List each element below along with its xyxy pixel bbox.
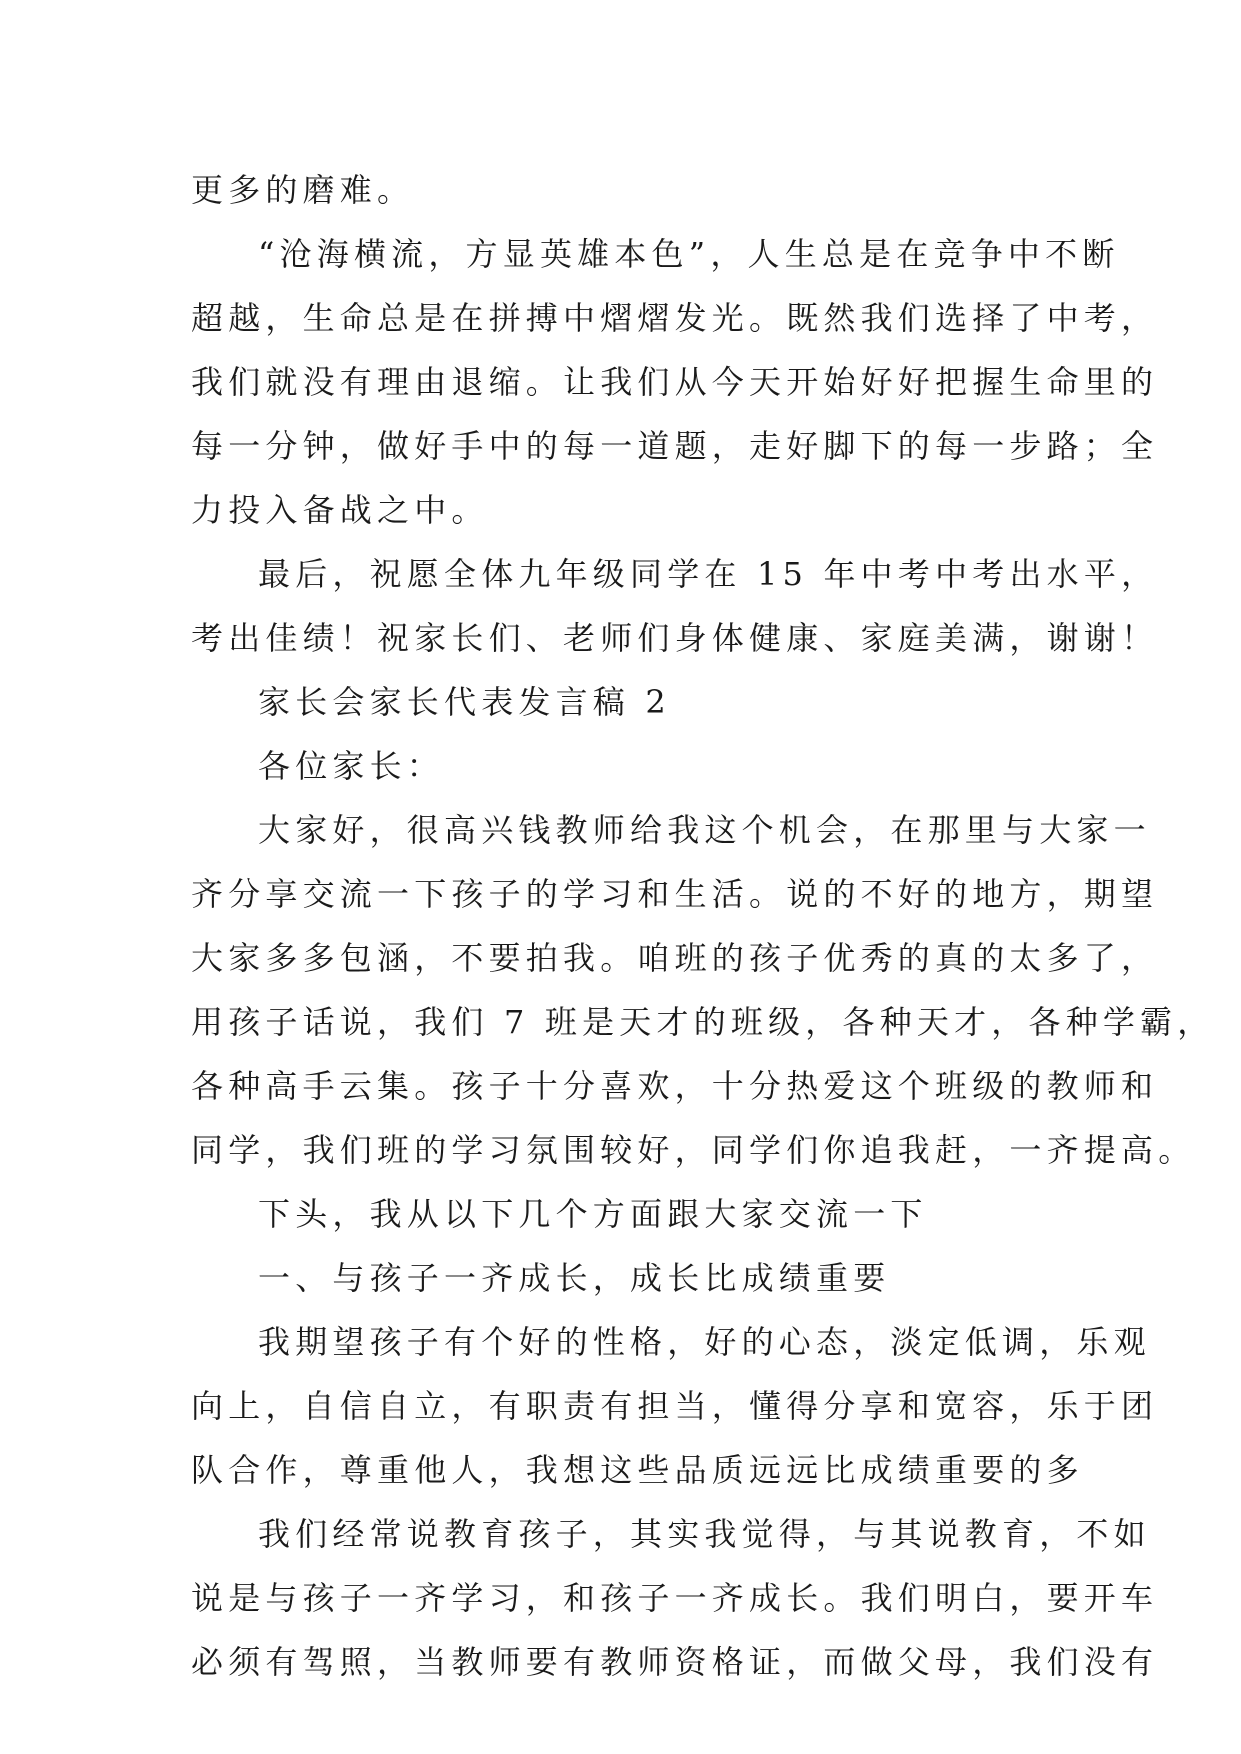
text-line: 用孩子话说，我们 7 班是天才的班级，各种天才，各种学霸， bbox=[191, 1003, 1215, 1041]
text-line: 说是与孩子一齐学习，和孩子一齐成长。我们明白，要开车 bbox=[191, 1579, 1159, 1617]
text-line: 下头，我从以下几个方面跟大家交流一下 bbox=[258, 1195, 928, 1233]
text-line: 向上，自信自立，有职责有担当，懂得分享和宽容，乐于团 bbox=[191, 1387, 1159, 1425]
text-line: 各种高手云集。孩子十分喜欢，十分热爱这个班级的教师和 bbox=[191, 1067, 1159, 1105]
section-heading: 家长会家长代表发言稿 2 bbox=[258, 683, 671, 721]
text-line: 考出佳绩！祝家长们、老师们身体健康、家庭美满，谢谢！ bbox=[191, 619, 1159, 657]
text-line: 必须有驾照，当教师要有教师资格证，而做父母，我们没有 bbox=[191, 1643, 1159, 1681]
text-line: 超越，生命总是在拼搏中熠熠发光。既然我们选择了中考， bbox=[191, 299, 1159, 337]
text-line: 我期望孩子有个好的性格，好的心态，淡定低调，乐观 bbox=[258, 1323, 1151, 1361]
text-line: 大家多多包涵，不要拍我。咱班的孩子优秀的真的太多了， bbox=[191, 939, 1159, 977]
text-line: 力投入备战之中。 bbox=[191, 491, 489, 529]
text-line: 更多的磨难。 bbox=[191, 171, 415, 209]
text-line: 我们就没有理由退缩。让我们从今天开始好好把握生命里的 bbox=[191, 363, 1159, 401]
text-line: 齐分享交流一下孩子的学习和生活。说的不好的地方，期望 bbox=[191, 875, 1159, 913]
salutation: 各位家长： bbox=[258, 747, 445, 785]
text-line: 队合作，尊重他人，我想这些品质远远比成绩重要的多 bbox=[191, 1451, 1084, 1489]
document-body bbox=[191, 158, 1215, 1694]
text-line: 每一分钟，做好手中的每一道题，走好脚下的每一步路；全 bbox=[191, 427, 1159, 465]
text-line: 我们经常说教育孩子，其实我觉得，与其说教育，不如 bbox=[258, 1515, 1151, 1553]
text-line: “沧海横流，方显英雄本色”，人生总是在竞争中不断 bbox=[258, 235, 1120, 273]
subsection-heading: 一、与孩子一齐成长，成长比成绩重要 bbox=[258, 1259, 891, 1297]
text-line: 最后，祝愿全体九年级同学在 15 年中考中考出水平， bbox=[258, 555, 1159, 593]
text-line: 同学，我们班的学习氛围较好，同学们你追我赶，一齐提高。 bbox=[191, 1131, 1196, 1169]
text-line: 大家好，很高兴钱教师给我这个机会，在那里与大家一 bbox=[258, 811, 1151, 849]
